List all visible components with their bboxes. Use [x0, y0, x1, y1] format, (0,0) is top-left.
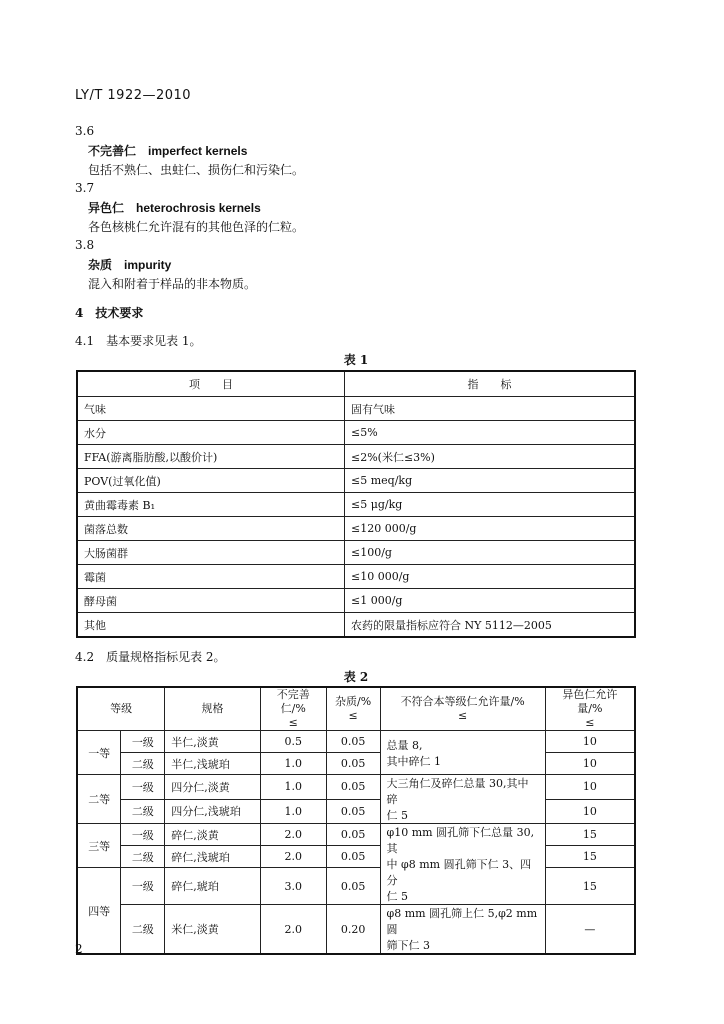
table-row: [77, 799, 635, 824]
term-en: imperfect kernels: [148, 144, 248, 158]
table-caption: 表 2: [343, 670, 369, 684]
table-row: [77, 753, 635, 775]
non-conforming-cell: [380, 824, 545, 905]
term-heading: [88, 142, 247, 159]
term-definition: 包括不熟仁、虫蛀仁、损伤仁和污染仁。: [88, 163, 305, 177]
non-conforming-cell: [380, 775, 545, 824]
grade-cell: 一等: [77, 731, 121, 775]
imperfect-cell: 1.0: [260, 775, 326, 800]
table-row: [77, 589, 635, 613]
item-cell: POV(过氧化值): [77, 469, 345, 493]
term-cn: 异色仁: [88, 201, 125, 215]
term-cn: 杂质: [88, 258, 113, 272]
note-line: 仁 5: [386, 890, 409, 903]
heterochrosis-cell: 15: [545, 868, 635, 905]
spec-cell: 米仁,淡黄: [165, 905, 261, 955]
header-line: ≤: [348, 709, 358, 722]
impurity-cell: 0.20: [326, 905, 380, 955]
term-heading: [88, 256, 171, 273]
impurity-cell: 0.05: [326, 846, 380, 868]
table-2-caption-wrap: [76, 668, 636, 685]
spec-cell: 碎仁,浅琥珀: [165, 846, 261, 868]
table-row: [77, 731, 635, 753]
impurity-cell: 0.05: [326, 753, 380, 775]
item-cell: 水分: [77, 421, 345, 445]
heterochrosis-cell: 15: [545, 846, 635, 868]
note-line: 筛下仁 3: [386, 939, 431, 952]
level-cell: 二级: [121, 846, 165, 868]
item-cell: 气味: [77, 397, 345, 421]
table-row: [77, 469, 635, 493]
header-line: 杂质/%: [335, 695, 372, 708]
impurity-cell: 0.05: [326, 731, 380, 753]
spec-cell: 碎仁,琥珀: [165, 868, 261, 905]
term-en: heterochrosis kernels: [136, 201, 261, 215]
table-row: [77, 541, 635, 565]
non-conforming-cell: [380, 905, 545, 955]
note-line: 中 φ8 mm 圆孔筛下仁 3、四分: [386, 858, 532, 887]
table-row: [77, 824, 635, 846]
spec-cell: 四分仁,浅琥珀: [165, 799, 261, 824]
imperfect-cell: 2.0: [260, 824, 326, 846]
heterochrosis-cell: 10: [545, 775, 635, 800]
item-cell: 其他: [77, 613, 345, 638]
spec-cell: 半仁,淡黄: [165, 731, 261, 753]
table-row: [77, 905, 635, 955]
table-row: [77, 445, 635, 469]
standard-code: LY/T 1922—2010: [75, 88, 192, 103]
column-header-non-conforming: [380, 687, 545, 731]
value-cell: 固有气味: [345, 397, 636, 421]
quality-spec-table: [76, 686, 636, 955]
value-cell: ≤120 000/g: [345, 517, 636, 541]
table-row: [77, 397, 635, 421]
table-header-row: [77, 371, 635, 397]
spec-cell: 四分仁,淡黄: [165, 775, 261, 800]
item-cell: 霉菌: [77, 565, 345, 589]
section-number: 3.7: [75, 181, 95, 195]
value-cell: ≤5 meq/kg: [345, 469, 636, 493]
grade-cell: 四等: [77, 868, 121, 955]
level-cell: 一级: [121, 775, 165, 800]
heterochrosis-cell: 15: [545, 824, 635, 846]
header-line: 不完善仁/%: [276, 688, 310, 715]
note-line: 大三角仁及碎仁总量 30,其中碎: [386, 777, 529, 806]
non-conforming-cell: [380, 731, 545, 775]
impurity-cell: 0.05: [326, 775, 380, 800]
column-header-heterochrosis: [545, 687, 635, 731]
basic-requirements-table: [76, 370, 636, 638]
item-cell: 菌落总数: [77, 517, 345, 541]
note-line: φ8 mm 圆孔筛上仁 5,φ2 mm 圆: [386, 907, 538, 936]
imperfect-cell: 2.0: [260, 846, 326, 868]
term-definition: 各色核桃仁允许混有的其他色泽的仁粒。: [88, 220, 305, 234]
header-line: ≤: [458, 709, 468, 722]
term-definition: 混入和附着于样品的非本物质。: [88, 277, 257, 291]
item-cell: FFA(游离脂肪酸,以酸价计): [77, 445, 345, 469]
grade-cell: 二等: [77, 775, 121, 824]
item-cell: 大肠菌群: [77, 541, 345, 565]
level-cell: 二级: [121, 905, 165, 955]
header-line: ≤: [585, 716, 595, 729]
value-cell: ≤2%(米仁≤3%): [345, 445, 636, 469]
imperfect-cell: 1.0: [260, 753, 326, 775]
value-cell: ≤5 μg/kg: [345, 493, 636, 517]
item-cell: 酵母菌: [77, 589, 345, 613]
table-caption: 表 1: [343, 353, 369, 367]
table-row: [77, 868, 635, 905]
imperfect-cell: 3.0: [260, 868, 326, 905]
item-cell: 黄曲霉毒素 B₁: [77, 493, 345, 517]
note-line: 仁 5: [386, 809, 409, 822]
header-line: 异色仁允许量/%: [562, 688, 618, 715]
level-cell: 二级: [121, 753, 165, 775]
level-cell: 一级: [121, 868, 165, 905]
heterochrosis-cell: 10: [545, 799, 635, 824]
note-line: φ10 mm 圆孔筛下仁总量 30,其: [386, 826, 535, 855]
imperfect-cell: 2.0: [260, 905, 326, 955]
value-cell: ≤100/g: [345, 541, 636, 565]
heterochrosis-cell: 10: [545, 753, 635, 775]
table-row: [77, 613, 635, 638]
imperfect-cell: 1.0: [260, 799, 326, 824]
table-1-caption-wrap: [76, 351, 636, 368]
table-row: [77, 775, 635, 800]
grade-cell: 三等: [77, 824, 121, 868]
section-4-1: 4.1 基本要求见表 1。: [75, 334, 202, 348]
column-header-spec: 规格: [165, 687, 261, 731]
term-cn: 不完善仁: [88, 144, 137, 158]
note-line: 其中碎仁 1: [386, 754, 442, 768]
section-4-2: 4.2 质量规格指标见表 2。: [75, 650, 226, 664]
section-number: 3.6: [75, 124, 95, 138]
header-line: ≤: [288, 716, 298, 729]
level-cell: 一级: [121, 731, 165, 753]
value-cell: 农药的限量指标应符合 NY 5112—2005: [345, 613, 636, 638]
heterochrosis-cell: 10: [545, 731, 635, 753]
term-en: impurity: [124, 258, 172, 272]
page-number: 2: [75, 942, 83, 956]
impurity-cell: 0.05: [326, 868, 380, 905]
heterochrosis-cell: —: [545, 905, 635, 955]
header-line: 不符合本等级仁允许量/%: [400, 695, 525, 708]
value-cell: ≤5%: [345, 421, 636, 445]
impurity-cell: 0.05: [326, 824, 380, 846]
level-cell: 二级: [121, 799, 165, 824]
value-cell: ≤10 000/g: [345, 565, 636, 589]
note-line: 总量 8,: [386, 738, 423, 752]
column-header-grade: 等级: [77, 687, 165, 731]
section-number: 3.8: [75, 238, 95, 252]
table-row: [77, 421, 635, 445]
spec-cell: 碎仁,淡黄: [165, 824, 261, 846]
spec-cell: 半仁,浅琥珀: [165, 753, 261, 775]
column-header-index: 指 标: [345, 371, 636, 397]
term-heading: [88, 199, 261, 216]
column-header-impurity: [326, 687, 380, 731]
column-header-imperfect: [260, 687, 326, 731]
imperfect-cell: 0.5: [260, 731, 326, 753]
column-header-item: 项 目: [77, 371, 345, 397]
table-row: [77, 846, 635, 868]
table-row: [77, 493, 635, 517]
value-cell: ≤1 000/g: [345, 589, 636, 613]
table-header-row: [77, 687, 635, 731]
level-cell: 一级: [121, 824, 165, 846]
section-title: 4 技术要求: [75, 306, 144, 320]
impurity-cell: 0.05: [326, 799, 380, 824]
table-row: [77, 517, 635, 541]
table-row: [77, 565, 635, 589]
